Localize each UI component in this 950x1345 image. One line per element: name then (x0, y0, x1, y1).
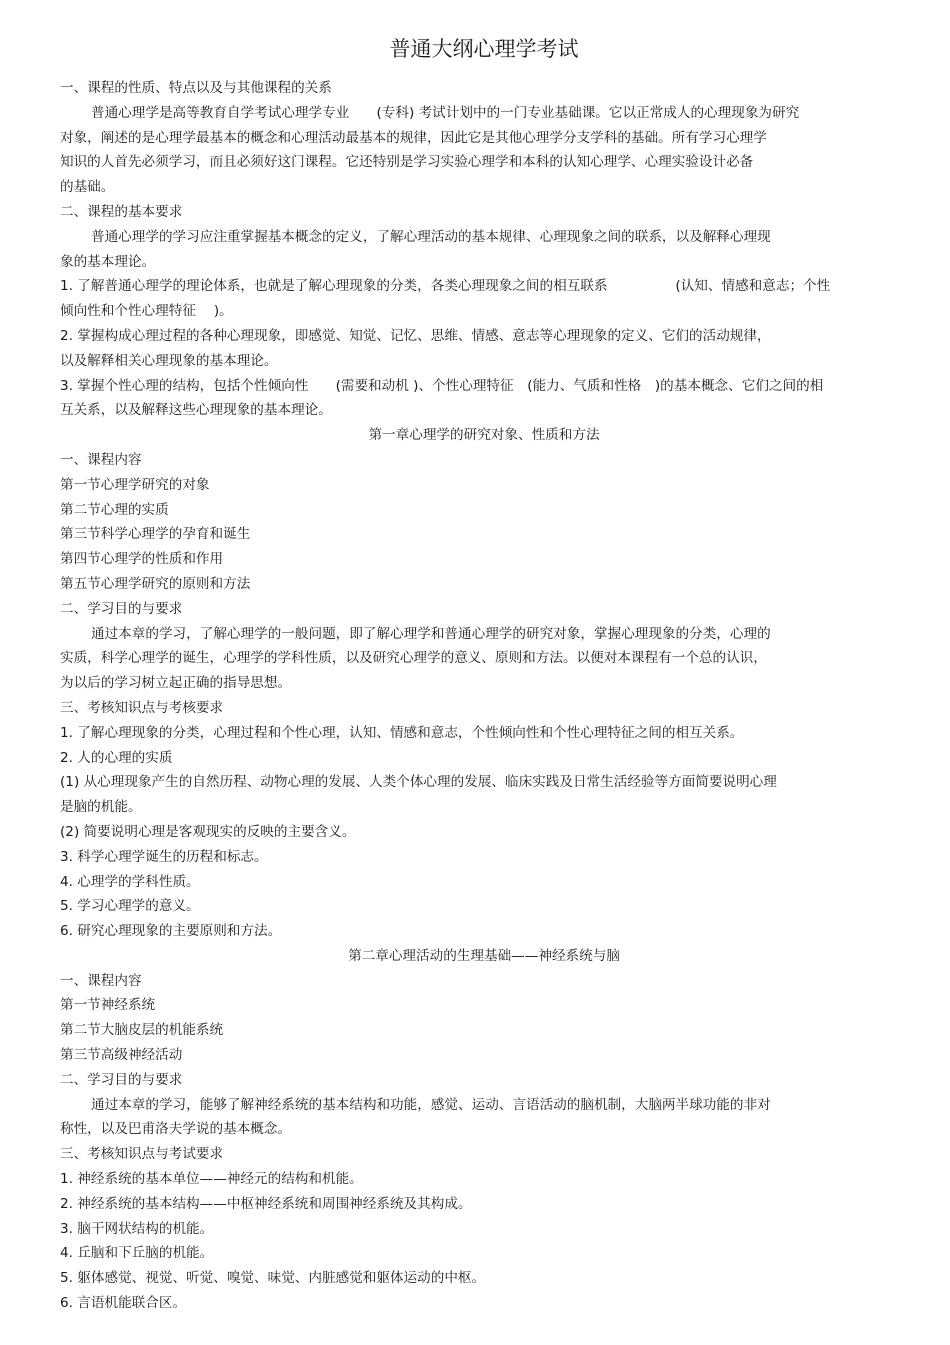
paragraph-line: 为以后的学习树立起正确的指导思想。 (60, 675, 292, 692)
paragraph-line: 称性，以及巴甫洛夫学说的基本概念。 (60, 1121, 292, 1138)
exam-item: 1. 神经系统的基本单位——神经元的结构和机能。 (60, 1171, 363, 1188)
requirement-line: 以及解释相关心理现象的基本理论。 (60, 352, 278, 369)
requirement-line: 倾向性和个性心理特征 )。 (60, 303, 233, 320)
chapter-2-title: 第二章心理活动的生理基础——神经系统与脑 (348, 947, 620, 964)
exam-item: 5. 学习心理学的意义。 (60, 898, 200, 915)
document-title: 普通大纲心理学考试 (389, 37, 579, 61)
paragraph-line: 普通心理学的学习应注重掌握基本概念的定义，了解心理活动的基本规律、心理现象之间的联系，以及解释心理现 (91, 228, 771, 245)
chapter-2-section: 第一节神经系统 (60, 997, 156, 1014)
chapter-1-content-heading: 一、课程内容 (60, 451, 142, 468)
exam-item: 2. 人的心理的实质 (60, 749, 173, 766)
chapter-1-goal-paragraph (60, 622, 908, 696)
exam-item: 4. 丘脑和下丘脑的机能。 (60, 1245, 214, 1262)
requirement-item-2 (60, 324, 908, 374)
requirement-line: 互关系，以及解释这些心理现象的基本理论。 (60, 402, 332, 419)
chapter-1-section: 第五节心理学研究的原则和方法 (60, 575, 251, 592)
exam-item: 5. 躯体感觉、视觉、听觉、嗅觉、味觉、内脏感觉和躯体运动的中枢。 (60, 1270, 486, 1287)
exam-item: 6. 研究心理现象的主要原则和方法。 (60, 923, 282, 940)
requirement-item-1 (60, 274, 908, 324)
exam-item: 3. 脑干网状结构的机能。 (60, 1220, 214, 1237)
requirement-line: 3. 掌握个性心理的结构，包括个性倾向性 (需要和动机 )、个性心理特征 (能力、气质和性格 )的基本概念、它们之间的相 (60, 377, 824, 394)
exam-item: 2. 神经系统的基本结构——中枢神经系统和周围神经系统及其构成。 (60, 1195, 472, 1212)
exam-item: 4. 心理学的学科性质。 (60, 873, 200, 890)
chapter-1-section: 第四节心理学的性质和作用 (60, 551, 224, 568)
chapter-2-content-heading: 一、课程内容 (60, 972, 142, 989)
chapter-2-section: 第二节大脑皮层的机能系统 (60, 1022, 224, 1039)
exam-item: 是脑的机能。 (60, 799, 142, 816)
paragraph-course-nature (60, 101, 908, 200)
section-heading-requirements: 二、课程的基本要求 (60, 203, 183, 220)
chapter-1-section: 第一节心理学研究的对象 (60, 476, 210, 493)
exam-item: 3. 科学心理学诞生的历程和标志。 (60, 848, 268, 865)
paragraph-line: 通过本章的学习，了解心理学的一般问题，即了解心理学和普通心理学的研究对象，掌握心理现象的分类，心理的 (91, 625, 771, 642)
chapter-2-exam-heading: 三、考核知识点与考试要求 (60, 1146, 224, 1163)
requirement-item-3 (60, 374, 908, 424)
paragraph-line: 实质，科学心理学的诞生，心理学的学科性质，以及研究心理学的意义、原则和方法。以便对本课程有一个总的认识， (60, 650, 767, 667)
chapter-2-goal-heading: 二、学习目的与要求 (60, 1071, 183, 1088)
paragraph-line: 通过本章的学习，能够了解神经系统的基本结构和功能，感觉、运动、言语活动的脑机制，大脑两半球功能的非对 (91, 1096, 771, 1113)
chapter-1-goal-heading: 二、学习目的与要求 (60, 600, 183, 617)
paragraph-line: 的基础。 (60, 179, 115, 196)
chapter-1-section: 第三节科学心理学的孕育和诞生 (60, 526, 251, 543)
chapter-1-exam-heading: 三、考核知识点与考核要求 (60, 699, 224, 716)
exam-item: (2) 简要说明心理是客观现实的反映的主要含义。 (60, 823, 356, 840)
exam-item: 1. 了解心理现象的分类，心理过程和个性心理，认知、情感和意志，个性倾向性和个性心理特征之间的相互关系。 (60, 724, 744, 741)
paragraph-line: 象的基本理论。 (60, 253, 156, 270)
section-heading-nature: 一、课程的性质、特点以及与其他课程的关系 (60, 80, 332, 96)
chapter-1-section: 第二节心理的实质 (60, 501, 169, 518)
chapter-2-section: 第三节高级神经活动 (60, 1047, 183, 1064)
requirement-line: 2. 掌握构成心理过程的各种心理现象，即感觉、知觉、记忆、思维、情感、意志等心理现象的定义、它们的活动规律， (60, 327, 771, 344)
paragraph-requirements (60, 225, 908, 275)
paragraph-line: 普通心理学是高等教育自学考试心理学专业 (专科) 考试计划中的一门专业基础课。它以正常成人的心理现象为研究 (91, 104, 800, 121)
exam-item: (1) 从心理现象产生的自然历程、动物心理的发展、人类个体心理的发展、临床实践及日常生活经验等方面简要说明心理 (60, 774, 777, 791)
paragraph-line: 知识的人首先必须学习，而且必须好这门课程。它还特别是学习实验心理学和本科的认知心理学、心理实验设计必备 (60, 154, 754, 171)
paragraph-line: 对象，阐述的是心理学最基本的概念和心理活动最基本的规律，因此它是其他心理学分支学科的基础。所有学习心理学 (60, 129, 767, 146)
chapter-2-goal-paragraph (60, 1093, 908, 1143)
chapter-1-title: 第一章心理学的研究对象、性质和方法 (368, 427, 600, 444)
requirement-line: 1. 了解普通心理学的理论体系，也就是了解心理现象的分类，各类心理现象之间的相互联系 (认知、情感和意志；个性 (60, 278, 831, 295)
exam-item: 6. 言语机能联合区。 (60, 1295, 187, 1312)
